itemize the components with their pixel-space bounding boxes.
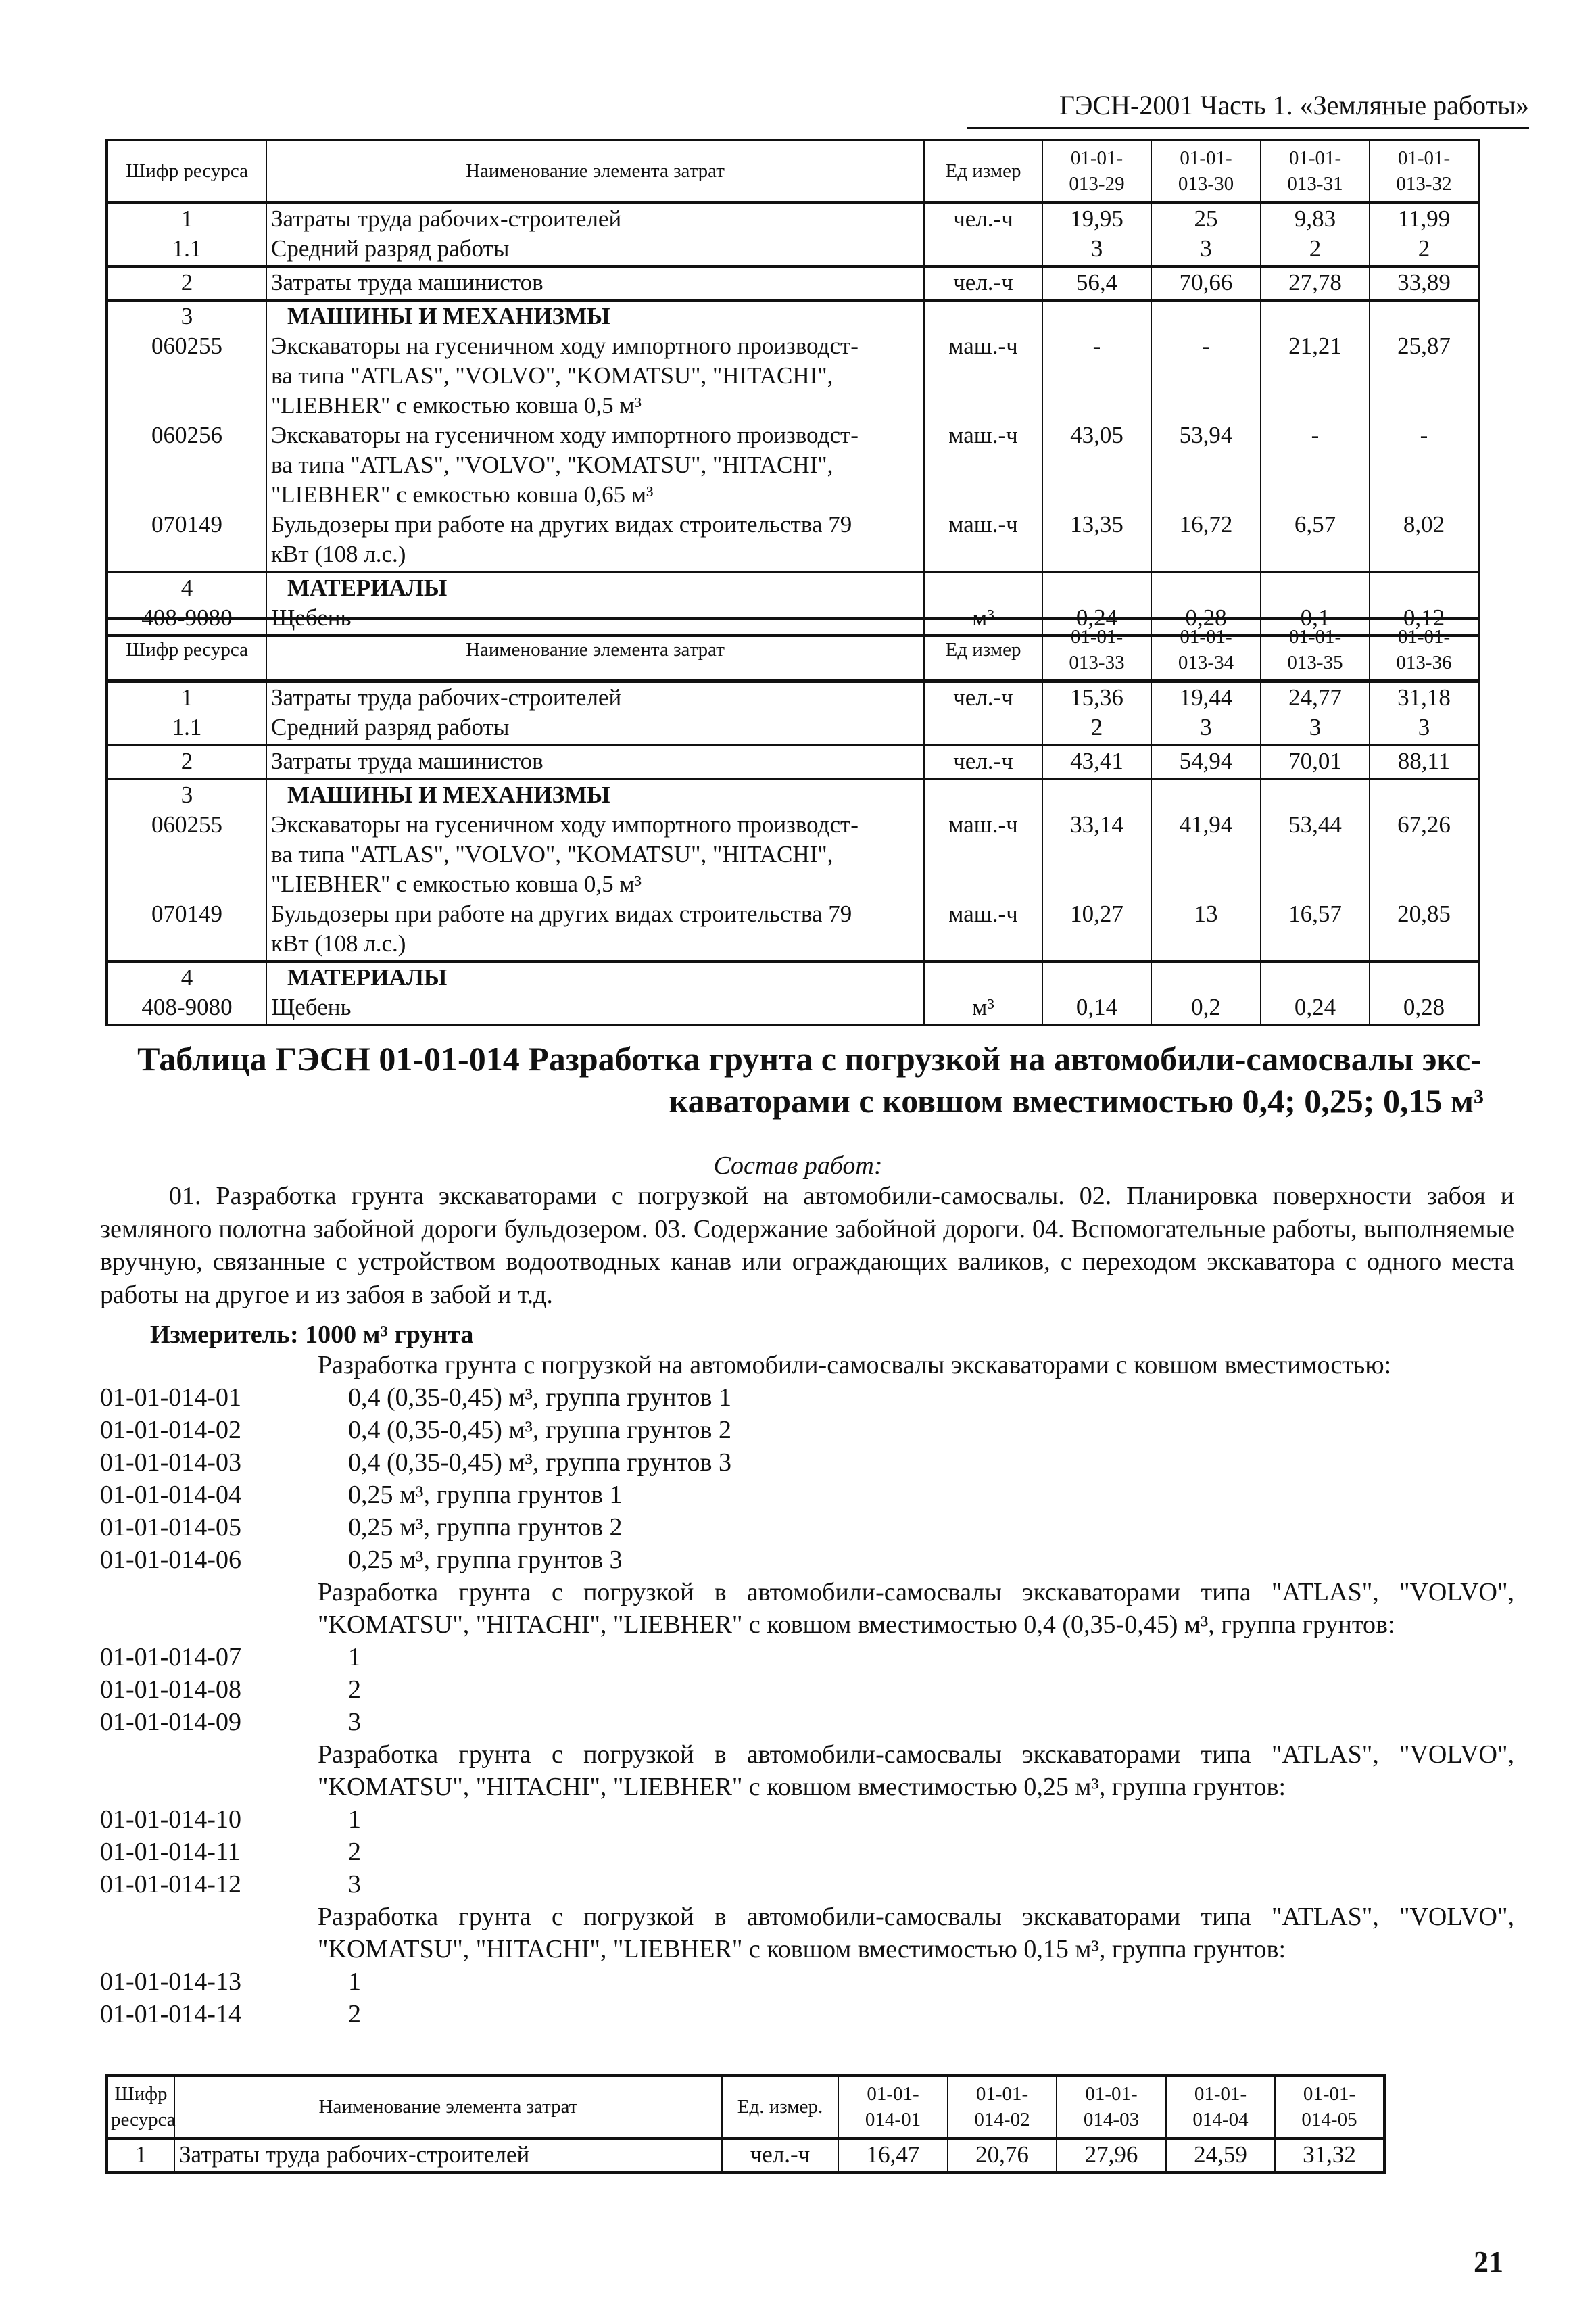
header-norm-code xyxy=(1057,2076,1166,2139)
resource-code: 3 xyxy=(107,300,266,331)
header-norm-code-line: 013-34 xyxy=(1178,652,1234,673)
resource-name xyxy=(266,510,924,572)
resource-unit xyxy=(924,234,1042,266)
table-row xyxy=(107,713,1479,745)
header-norm-code-line: 01-01- xyxy=(867,2083,919,2105)
resource-code: 1 xyxy=(107,2139,174,2173)
resource-code: 060255 xyxy=(107,331,266,421)
resource-value: 31,32 xyxy=(1275,2139,1384,2173)
header-norm-code xyxy=(1275,2076,1384,2139)
header-norm-code-line: 013-31 xyxy=(1287,173,1343,195)
resource-code: 060256 xyxy=(107,421,266,510)
table-row xyxy=(107,682,1479,713)
table-row xyxy=(107,331,1479,421)
norm-code: 01-01-014-13 xyxy=(100,1967,241,1996)
resource-unit: маш.-ч xyxy=(924,421,1042,510)
resource-name-line: ва типа "ATLAS", "VOLVO", "KOMATSU", "HITACHI", xyxy=(271,452,833,478)
resource-name-line: Бульдозеры при работе на других видах строительства 79 xyxy=(271,901,852,927)
norm-code: 01-01-014-12 xyxy=(100,1870,241,1899)
resource-name-line: Затраты труда рабочих-строителей xyxy=(271,206,622,232)
resource-value: 2 xyxy=(1370,234,1479,266)
header-norm-code-line: 01-01- xyxy=(1070,626,1123,648)
list-item xyxy=(100,1673,1514,1706)
resource-value: 3 xyxy=(1261,713,1370,745)
resource-code: 060255 xyxy=(107,810,266,899)
header-norm-code-line: 01-01- xyxy=(1194,2083,1247,2105)
norm-description: 0,4 (0,35-0,45) м³, группа грунтов 2 xyxy=(348,1416,731,1444)
resource-value xyxy=(1261,572,1370,603)
resource-value: - xyxy=(1151,331,1261,421)
resource-name-line: Средний разряд работы xyxy=(271,235,510,262)
resource-value xyxy=(1151,300,1261,331)
resource-value: 21,21 xyxy=(1261,331,1370,421)
resource-name-line: кВт (108 л.с.) xyxy=(271,541,406,567)
resource-value: 20,76 xyxy=(948,2139,1057,2173)
norm-code: 01-01-014-11 xyxy=(100,1838,241,1866)
resource-unit xyxy=(924,572,1042,603)
header-norm-code xyxy=(948,2076,1057,2139)
resource-value: 41,94 xyxy=(1151,810,1261,899)
header-norm-code-line: 01-01- xyxy=(1288,147,1342,169)
table-row xyxy=(107,266,1479,300)
table-row xyxy=(107,203,1479,235)
header-norm-code-line: 01-01- xyxy=(1085,2083,1138,2105)
page-number: 21 xyxy=(1474,2245,1503,2278)
list-group-heading: Разработка грунта с погрузкой в автомобили-самосвалы экскаваторами типа "ATLAS", "VOLVO", "KOMATSU", "HITACHI", "LIEBHER" с ковшом вместимостью 0,25 м³, группа грунтов: xyxy=(318,1740,1514,1801)
resource-code: 1.1 xyxy=(107,234,266,266)
resource-value: 19,44 xyxy=(1151,682,1261,713)
resource-name-line: Экскаваторы на гусеничном ходу импортного производст- xyxy=(271,333,859,359)
resource-value: 24,59 xyxy=(1166,2139,1275,2173)
resource-name-line: Экскаваторы на гусеничном ходу импортного производст- xyxy=(271,811,859,838)
table-title xyxy=(108,1038,1511,1122)
norm-description: 0,25 м³, группа грунтов 1 xyxy=(348,1481,623,1509)
resource-value xyxy=(1042,961,1151,993)
resource-unit: чел.-ч xyxy=(924,266,1042,300)
table-title-line-2: каваторами с ковшом вместимостью 0,4; 0,25; 0,15 м³ xyxy=(669,1082,1484,1120)
resource-name-line: МАТЕРИАЛЫ xyxy=(287,964,448,991)
header-norm-code-line: 013-30 xyxy=(1178,173,1234,195)
header-norm-code-line: 01-01- xyxy=(1070,147,1123,169)
resource-value: 53,94 xyxy=(1151,421,1261,510)
resource-unit: чел.-ч xyxy=(722,2139,838,2173)
resource-value: 25,87 xyxy=(1370,331,1479,421)
norm-code: 01-01-014-09 xyxy=(100,1708,241,1736)
header-code: Шифр ресурса xyxy=(107,2076,174,2139)
list-group-heading: Разработка грунта с погрузкой на автомобили-самосвалы экскаваторами с ковшом вместимостью: xyxy=(318,1351,1392,1379)
resource-value: 0,24 xyxy=(1042,603,1151,636)
header-norm-code-line: 014-04 xyxy=(1192,2109,1249,2130)
resource-name-line: МАТЕРИАЛЫ xyxy=(287,575,448,601)
resource-name xyxy=(266,713,924,745)
resource-name-line: Экскаваторы на гусеничном ходу импортного производст- xyxy=(271,422,859,448)
resource-name xyxy=(266,331,924,421)
resource-value: 25 xyxy=(1151,203,1261,235)
norm-code: 01-01-014-04 xyxy=(100,1481,241,1509)
resource-code: 4 xyxy=(107,572,266,603)
resource-value xyxy=(1042,300,1151,331)
header-norm-code xyxy=(1261,619,1370,682)
header-norm-code xyxy=(1042,619,1151,682)
resource-value: 15,36 xyxy=(1042,682,1151,713)
resource-name xyxy=(266,779,924,810)
running-head: ГЭСН-2001 Часть 1. «Земляные работы» xyxy=(967,87,1529,129)
resource-name xyxy=(266,810,924,899)
resource-name-line: Средний разряд работы xyxy=(271,714,510,740)
resource-value: 0,2 xyxy=(1151,993,1261,1025)
header-norm-code-line: 014-01 xyxy=(865,2109,921,2130)
resource-unit: чел.-ч xyxy=(924,203,1042,235)
header-norm-code-line: 01-01- xyxy=(1303,2083,1356,2105)
resource-code: 408-9080 xyxy=(107,993,266,1025)
resource-value: 8,02 xyxy=(1370,510,1479,572)
norm-description: 0,25 м³, группа грунтов 3 xyxy=(348,1546,623,1574)
resource-name-line: "LIEBHER" с емкостью ковша 0,5 м³ xyxy=(271,392,642,419)
resource-name xyxy=(266,421,924,510)
resource-value: 70,66 xyxy=(1151,266,1261,300)
table-row xyxy=(107,810,1479,899)
norm-code: 01-01-014-06 xyxy=(100,1546,241,1574)
resource-value: 10,27 xyxy=(1042,899,1151,961)
resource-table-1 xyxy=(105,139,1480,637)
resource-value: 3 xyxy=(1151,234,1261,266)
resource-code: 2 xyxy=(107,266,266,300)
header-row xyxy=(107,619,1479,682)
norm-description: 3 xyxy=(348,1708,361,1736)
resource-value: 24,77 xyxy=(1261,682,1370,713)
norm-description: 1 xyxy=(348,1643,361,1671)
resource-value: 33,14 xyxy=(1042,810,1151,899)
header-norm-code-line: 013-29 xyxy=(1069,173,1125,195)
table-row xyxy=(107,421,1479,510)
resource-name xyxy=(266,572,924,603)
resource-value xyxy=(1261,779,1370,810)
header-unit: Ед измер xyxy=(924,140,1042,203)
resource-name-line: "LIEBHER" с емкостью ковша 0,5 м³ xyxy=(271,871,642,897)
resource-unit: маш.-ч xyxy=(924,899,1042,961)
resource-unit xyxy=(924,961,1042,993)
header-name: Наименование элемента затрат xyxy=(174,2076,722,2139)
header-row xyxy=(107,140,1479,203)
resource-value: 67,26 xyxy=(1370,810,1479,899)
header-norm-code xyxy=(1166,2076,1275,2139)
norm-code: 01-01-014-05 xyxy=(100,1513,241,1542)
list-item xyxy=(100,1868,1514,1901)
work-composition-text: 01. Разработка грунта экскаваторами с погрузкой на автомобили-самосвалы. 02. Планировка поверхности забоя и земляного полотна забойной дороги бульдозером. 03. Содержание забойной дороги. 04. Вспомогательные работы, выполняемые вручную, связанные с устройством водоотводных канав или ограждающих валиков, с переходом экскаватора с одного места работы на другое и из забоя в забой и т.д. xyxy=(100,1182,1514,1309)
resource-code: 4 xyxy=(107,961,266,993)
resource-value: - xyxy=(1042,331,1151,421)
resource-value xyxy=(1261,961,1370,993)
table-header xyxy=(107,619,1479,682)
resource-group xyxy=(107,682,1479,746)
resource-name-line: МАШИНЫ И МЕХАНИЗМЫ xyxy=(287,782,610,808)
resource-unit xyxy=(924,779,1042,810)
resource-name-line: Затраты труда рабочих-строителей xyxy=(179,2141,530,2168)
norm-description: 2 xyxy=(348,2000,361,2028)
resource-group xyxy=(107,203,1479,267)
header-norm-code xyxy=(1370,140,1479,203)
resource-code: 070149 xyxy=(107,899,266,961)
resource-value: 0,1 xyxy=(1261,603,1370,636)
resource-name-line: ва типа "ATLAS", "VOLVO", "KOMATSU", "HITACHI", xyxy=(271,841,833,867)
header-name: Наименование элемента затрат xyxy=(266,140,924,203)
resource-value: 3 xyxy=(1042,234,1151,266)
table-header xyxy=(107,2076,1384,2139)
header-norm-code xyxy=(1370,619,1479,682)
resource-value: 2 xyxy=(1261,234,1370,266)
norm-code: 01-01-014-08 xyxy=(100,1675,241,1704)
resource-value: 9,83 xyxy=(1261,203,1370,235)
resource-group xyxy=(107,266,1479,300)
header-norm-code-line: 01-01- xyxy=(1397,626,1451,648)
resource-unit: м³ xyxy=(924,603,1042,636)
resource-name xyxy=(266,961,924,993)
resource-name-line: "LIEBHER" с емкостью ковша 0,65 м³ xyxy=(271,481,654,508)
header-code: Шифр ресурса xyxy=(107,619,266,682)
resource-value: - xyxy=(1261,421,1370,510)
header-name: Наименование элемента затрат xyxy=(266,619,924,682)
norm-code: 01-01-014-14 xyxy=(100,2000,241,2028)
resource-value: 6,57 xyxy=(1261,510,1370,572)
resource-name xyxy=(266,300,924,331)
resource-unit: маш.-ч xyxy=(924,510,1042,572)
resource-name-line: Затраты труда машинистов xyxy=(271,748,543,774)
resource-name xyxy=(266,745,924,779)
resource-value: 43,41 xyxy=(1042,745,1151,779)
norm-code: 01-01-014-10 xyxy=(100,1805,241,1834)
resource-name xyxy=(266,682,924,713)
resource-name-line: МАШИНЫ И МЕХАНИЗМЫ xyxy=(287,303,610,329)
header-norm-code xyxy=(1151,619,1261,682)
norm-description: 1 xyxy=(348,1967,361,1996)
table-row xyxy=(107,779,1479,810)
resource-table-3 xyxy=(105,2074,1386,2174)
resource-name-line: Щебень xyxy=(271,994,352,1020)
header-norm-code-line: 014-03 xyxy=(1083,2109,1140,2130)
measure-unit: Измеритель: 1000 м³ грунта xyxy=(150,1320,474,1349)
header-norm-code-line: 013-32 xyxy=(1396,173,1452,195)
resource-code: 3 xyxy=(107,779,266,810)
header-code: Шифр ресурса xyxy=(107,140,266,203)
resource-value: 27,96 xyxy=(1057,2139,1166,2173)
resource-code: 1 xyxy=(107,682,266,713)
list-item xyxy=(100,1998,1514,2030)
header-norm-code-line: 013-35 xyxy=(1287,652,1343,673)
resource-value xyxy=(1042,779,1151,810)
resource-name xyxy=(266,993,924,1025)
list-item xyxy=(100,1414,1514,1446)
resource-unit: маш.-ч xyxy=(924,331,1042,421)
list-item xyxy=(100,1803,1514,1836)
list-item xyxy=(100,1965,1514,1998)
list-item xyxy=(100,1641,1514,1673)
list-group-heading: Разработка грунта с погрузкой в автомобили-самосвалы экскаваторами типа "ATLAS", "VOLVO", "KOMATSU", "HITACHI", "LIEBHER" с ковшом вместимостью 0,15 м³, группа грунтов: xyxy=(318,1903,1514,1963)
resource-unit: чел.-ч xyxy=(924,682,1042,713)
resource-value: 88,11 xyxy=(1370,745,1479,779)
resource-code: 408-9080 xyxy=(107,603,266,636)
resource-name-line: Затраты труда машинистов xyxy=(271,269,543,295)
resource-value: 33,89 xyxy=(1370,266,1479,300)
resource-value xyxy=(1151,961,1261,993)
header-norm-code-line: 013-33 xyxy=(1069,652,1125,673)
header-unit: Ед. измер. xyxy=(722,2076,838,2139)
norm-description: 0,4 (0,35-0,45) м³, группа грунтов 3 xyxy=(348,1448,731,1477)
resource-value xyxy=(1151,779,1261,810)
table-header xyxy=(107,140,1479,203)
header-norm-code xyxy=(1042,140,1151,203)
resource-table-2 xyxy=(105,617,1480,1026)
list-item xyxy=(100,1836,1514,1868)
resource-value: 0,28 xyxy=(1370,993,1479,1025)
table-row xyxy=(107,961,1479,993)
resource-value: 3 xyxy=(1151,713,1261,745)
header-unit: Ед измер xyxy=(924,619,1042,682)
resource-code: 1 xyxy=(107,203,266,235)
list-item xyxy=(100,1446,1514,1479)
header-norm-code xyxy=(1151,140,1261,203)
resource-value: 20,85 xyxy=(1370,899,1479,961)
norm-description: 0,25 м³, группа грунтов 2 xyxy=(348,1513,623,1542)
resource-value: 0,12 xyxy=(1370,603,1479,636)
table-row xyxy=(107,899,1479,961)
resource-value: 16,72 xyxy=(1151,510,1261,572)
resource-value: 0,24 xyxy=(1261,993,1370,1025)
resource-value xyxy=(1370,300,1479,331)
resource-name-line: ва типа "ATLAS", "VOLVO", "KOMATSU", "HITACHI", xyxy=(271,362,833,389)
table-row xyxy=(107,510,1479,572)
header-row xyxy=(107,2076,1384,2139)
resource-name xyxy=(266,266,924,300)
resource-name xyxy=(266,234,924,266)
norm-code-list xyxy=(100,1349,1514,2030)
resource-unit xyxy=(924,300,1042,331)
resource-group xyxy=(107,2139,1384,2173)
resource-value: 13,35 xyxy=(1042,510,1151,572)
resource-value: 13 xyxy=(1151,899,1261,961)
norm-description: 2 xyxy=(348,1838,361,1866)
resource-value: 70,01 xyxy=(1261,745,1370,779)
resource-code: 1.1 xyxy=(107,713,266,745)
resource-code: 070149 xyxy=(107,510,266,572)
resource-value: 27,78 xyxy=(1261,266,1370,300)
norm-code: 01-01-014-02 xyxy=(100,1416,241,1444)
norm-description: 0,4 (0,35-0,45) м³, группа грунтов 1 xyxy=(348,1383,731,1412)
norm-code: 01-01-014-07 xyxy=(100,1643,241,1671)
header-norm-code-line: 01-01- xyxy=(1397,147,1451,169)
norm-description: 2 xyxy=(348,1675,361,1704)
resource-value: 54,94 xyxy=(1151,745,1261,779)
header-norm-code-line: 01-01- xyxy=(975,2083,1029,2105)
resource-unit xyxy=(924,713,1042,745)
list-group-heading: Разработка грунта с погрузкой в автомобили-самосвалы экскаваторами типа "ATLAS", "VOLVO", "KOMATSU", "HITACHI", "LIEBHER" с ковшом вместимостью 0,4 (0,35-0,45) м³, группа грунтов: xyxy=(318,1578,1514,1639)
resource-name-line: Щебень xyxy=(271,604,352,631)
header-norm-code xyxy=(1261,140,1370,203)
norm-description: 1 xyxy=(348,1805,361,1834)
resource-name-line: Бульдозеры при работе на других видах строительства 79 xyxy=(271,511,852,538)
resource-unit: м³ xyxy=(924,993,1042,1025)
list-item xyxy=(100,1706,1514,1738)
resource-value: 11,99 xyxy=(1370,203,1479,235)
norm-code: 01-01-014-01 xyxy=(100,1383,241,1412)
resource-value: - xyxy=(1370,421,1479,510)
resource-value: 53,44 xyxy=(1261,810,1370,899)
header-norm-code-line: 014-02 xyxy=(974,2109,1030,2130)
resource-name-line: кВт (108 л.с.) xyxy=(271,930,406,957)
table-row xyxy=(107,745,1479,779)
resource-group xyxy=(107,745,1479,779)
header-norm-code-line: 01-01- xyxy=(1288,626,1342,648)
resource-value: 19,95 xyxy=(1042,203,1151,235)
resource-group xyxy=(107,961,1479,1025)
resource-value: 2 xyxy=(1042,713,1151,745)
resource-value: 31,18 xyxy=(1370,682,1479,713)
resource-unit: маш.-ч xyxy=(924,810,1042,899)
table-row xyxy=(107,572,1479,603)
resource-name-line: Затраты труда рабочих-строителей xyxy=(271,684,622,711)
table-title-line-1: Таблица ГЭСН 01-01-014 Разработка грунта с погрузкой на автомобили-самосвалы экс- xyxy=(137,1040,1482,1078)
resource-name xyxy=(266,899,924,961)
resource-value: 16,47 xyxy=(838,2139,948,2173)
work-composition-label: Состав работ: xyxy=(713,1151,883,1180)
resource-name xyxy=(266,203,924,235)
list-item xyxy=(100,1479,1514,1511)
resource-name xyxy=(174,2139,722,2173)
resource-value: 3 xyxy=(1370,713,1479,745)
header-norm-code-line: 01-01- xyxy=(1180,147,1232,169)
table-row xyxy=(107,300,1479,331)
header-norm-code xyxy=(838,2076,948,2139)
resource-value xyxy=(1151,572,1261,603)
resource-value xyxy=(1370,779,1479,810)
resource-group xyxy=(107,300,1479,572)
header-norm-code-line: 013-36 xyxy=(1396,652,1452,673)
resource-group xyxy=(107,779,1479,961)
resource-code: 2 xyxy=(107,745,266,779)
resource-value: 56,4 xyxy=(1042,266,1151,300)
resource-value xyxy=(1042,572,1151,603)
list-item xyxy=(100,1511,1514,1544)
list-item xyxy=(100,1381,1514,1414)
resource-value: 0,14 xyxy=(1042,993,1151,1025)
resource-value: 16,57 xyxy=(1261,899,1370,961)
resource-unit: чел.-ч xyxy=(924,745,1042,779)
header-norm-code-line: 014-05 xyxy=(1301,2109,1357,2130)
norm-description: 3 xyxy=(348,1870,361,1899)
table-row xyxy=(107,234,1479,266)
resource-value: 43,05 xyxy=(1042,421,1151,510)
table-row xyxy=(107,2139,1384,2173)
resource-value xyxy=(1370,961,1479,993)
header-norm-code-line: 01-01- xyxy=(1180,626,1232,648)
resource-value xyxy=(1261,300,1370,331)
resource-value: 0,28 xyxy=(1151,603,1261,636)
norm-code: 01-01-014-03 xyxy=(100,1448,241,1477)
resource-value xyxy=(1370,572,1479,603)
list-item xyxy=(100,1544,1514,1576)
table-row xyxy=(107,993,1479,1025)
